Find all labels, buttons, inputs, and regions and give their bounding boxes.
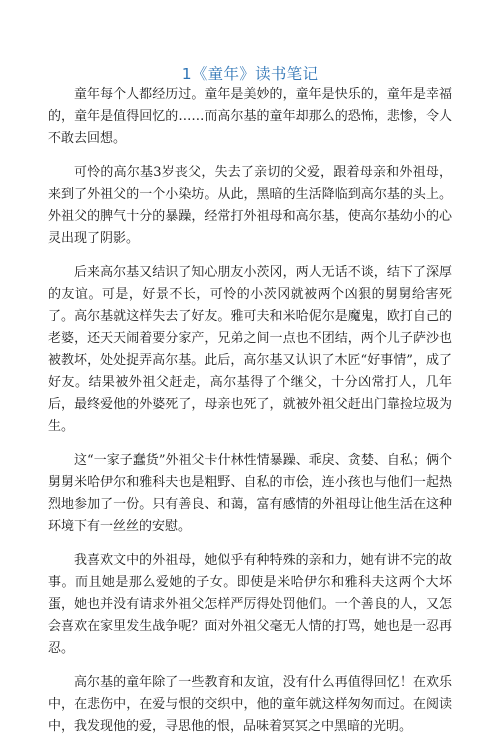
document-body	[48, 84, 452, 750]
paragraph-6: 高尔基的童年除了一些教育和友谊，没有什么再值得回忆！在欢乐中，在悲伤中，在爱与恨的交织中，他的童年就这样匆匆而过。在阅读中，我发现他的爱，寻思他的恨，品味着冥冥之中黑暗的光明。	[48, 675, 452, 734]
paragraph-3: 后来高尔基又结识了知心朋友小茨冈，两人无话不谈，结下了深厚的友谊。可是，好景不长，可怜的小茨冈就被两个凶狠的舅舅给害死了。高尔基就这样失去了好友。雅可夫和米哈伲尔是魔鬼，欧打自己的老婆，还天天闹着要分家产，兄弟之间一点也不团结，两个儿子萨沙也被教坏，处处捉弄高尔基。此后，高尔基又认识了木匠“好事情”，成了好友。结果被外祖父赶走，高尔基得了个继父，十分凶常打人，几年后，最终爱他的外婆死了，母亲也死了，就被外祖父赶出门靠捡垃圾为生。	[48, 265, 452, 434]
paragraph-2: 可怜的高尔基3岁丧父，失去了亲切的父爱，跟着母亲和外祖母，来到了外祖父的一个小染坊。从此，黑暗的生活降临到高尔基的头上。外祖父的脾气十分的暴躁，经常打外祖母和高尔基，使高尔基幼小的心灵出现了阴影。	[48, 165, 452, 246]
paragraph-1: 童年每个人都经历过。童年是美妙的，童年是快乐的，童年是幸福的，童年是值得回忆的……而高尔基的童年却那么的恐怖，悲惨，令人不敢去回想。	[48, 87, 452, 146]
document-title: 1《童年》读书笔记	[181, 65, 319, 83]
paragraph-4: 这“一家子蠢货”外祖父卡什林性情暴躁、乖戾、贪婪、自私；俩个舅舅米哈伊尔和雅科夫也是粗野、自私的市侩，连小孩也与他们一起热烈地参加了一份。只有善良、和蔼，富有感情的外祖母让他生活在这种环境下有一丝丝的安慰。	[48, 453, 452, 534]
paragraph-5: 我喜欢文中的外祖母，她似乎有种特殊的亲和力，她有讲不完的故事。而且她是那么爱她的子女。即使是米哈伊尔和雅科夫这两个大坏蛋，她也并没有请求外祖父怎样严厉得处罚他们。一个善良的人，又怎会喜欢在家里发生战争呢？面对外祖父毫无人情的打骂，她也是一忍再忍。	[48, 553, 452, 656]
